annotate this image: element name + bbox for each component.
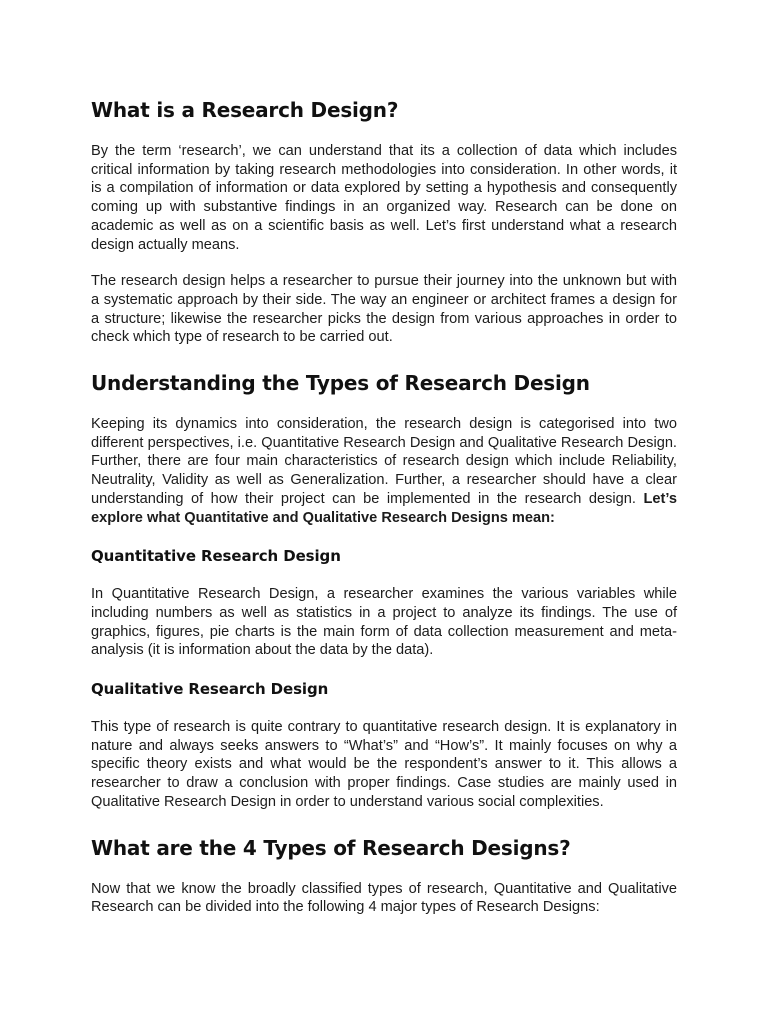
subheading-quantitative: Quantitative Research Design	[91, 547, 341, 566]
heading-what-is-research-design: What is a Research Design?	[91, 98, 399, 122]
subheading-qualitative: Qualitative Research Design	[91, 680, 329, 699]
types-overview-bold-text: Let’s explore what Quantitative and Qualitative Research Designs mean:	[91, 490, 677, 526]
heading-four-types: What are the 4 Types of Research Designs?	[91, 835, 571, 860]
paragraph-qualitative: This type of research is quite contrary to quantitative research design. It is explanatory in nature and always seeks answers to “What’s” and “How’s”. It mainly focuses on why a specific theory exists and what would be the respondent’s answer to it. This allows a researcher to draw a conclusion with proper findings. Case studies are mainly used in Qualitative Research Design in order to understand various social complexities.	[91, 719, 677, 810]
paragraph-four-types-intro: Now that we know the broadly classified types of research, Quantitative and Qualitative Research can be divided into the following 4 major types of Research Designs:	[91, 880, 677, 916]
paragraph-research-definition: By the term ‘research’, we can understand that its a collection of data which includes critical information by taking research methodologies into consideration. In other words, it is a compilation of information or data explored by setting a hypothesis and consequently coming up with substantive findings in an organized way. Research can be done on academic as well as on a scientific basis as well. Let’s first understand what a research design actually means.	[91, 143, 677, 253]
paragraph-research-design-purpose: The research design helps a researcher to pursue their journey into the unknown but with a systematic approach by their side. The way an engineer or architect frames a design for a structure; likewise the researcher picks the design from various approaches in order to check which type of research to be carried out.	[91, 273, 677, 346]
heading-understanding-types: Understanding the Types of Research Design	[91, 371, 590, 396]
paragraph-types-overview	[91, 415, 677, 527]
types-overview-text: Keeping its dynamics into consideration, the research design is categorised into two different perspectives, i.e. Quantitative Research Design and Qualitative Research Design. Further, there are four main characteristics of research design which include Reliability, Neutrality, Validity as well as Generalization. Further, a researcher should have a clear understanding of how their project can be implemented in the research design.	[91, 416, 677, 507]
document-page	[91, 96, 677, 917]
paragraph-quantitative: In Quantitative Research Design, a researcher examines the various variables while including numbers as well as statistics in a project to analyze its findings. The use of graphics, figures, pie charts is the main form of data collection measurement and meta-analysis (it is information about the data by the data).	[91, 586, 677, 659]
